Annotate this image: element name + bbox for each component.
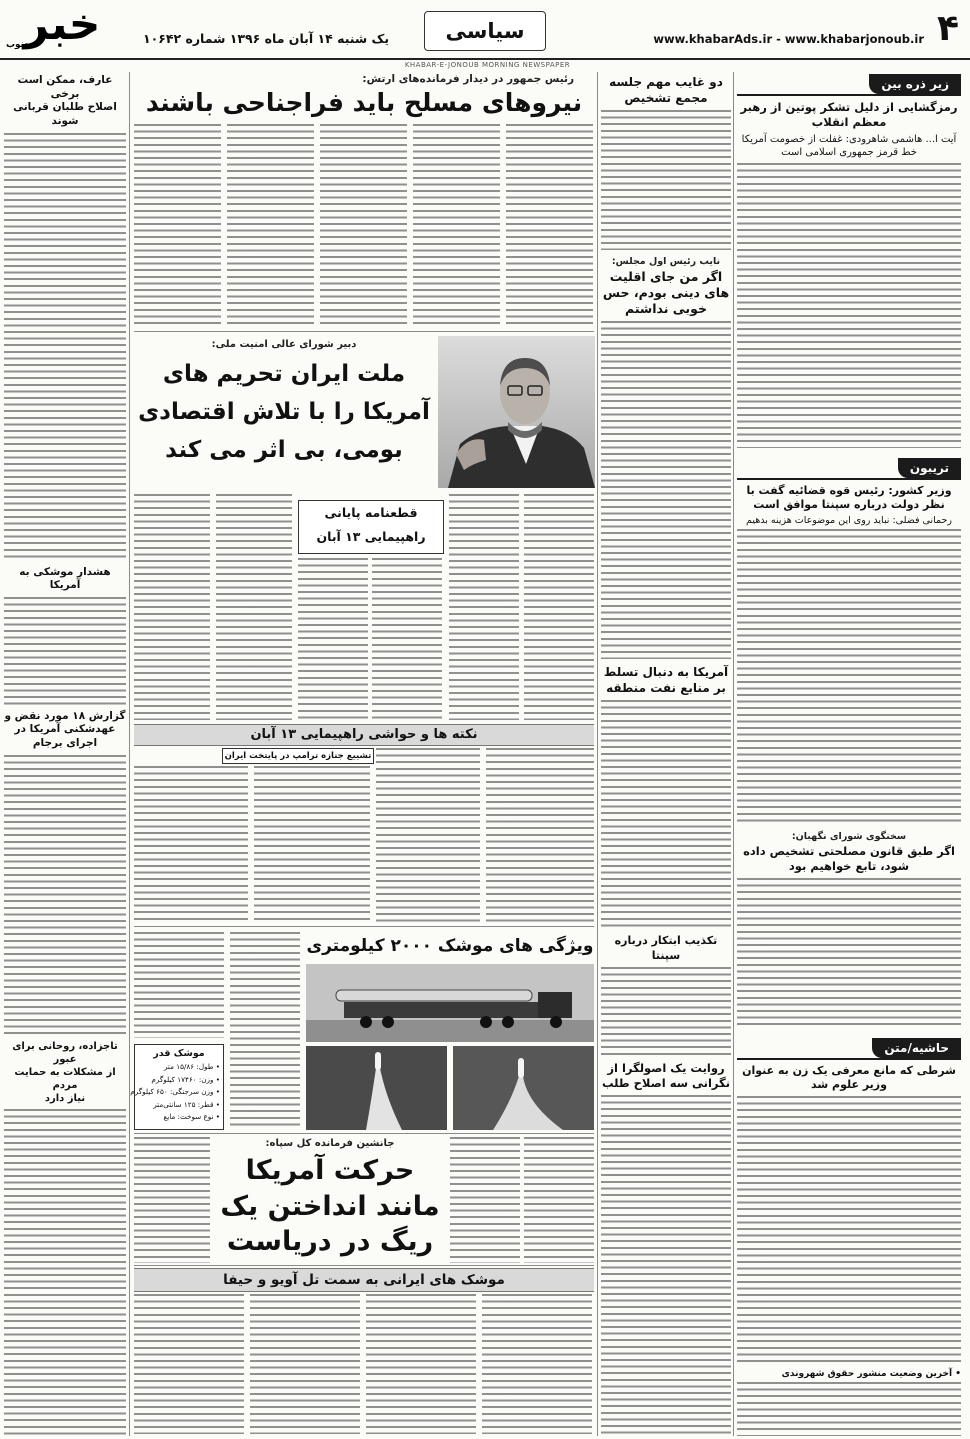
headline-pebble-in-sea: حرکت آمریکا مانند انداختن یک ریگ در دریاست — [220, 1155, 440, 1258]
article-body-text — [4, 133, 126, 561]
section-label: تریبون — [898, 458, 961, 478]
missile-spec-item: • نوع سوخت: مایع — [163, 1112, 220, 1121]
logo-subtext: جنوب — [6, 40, 31, 50]
headline-missile-warning: هشدار موشکی به آمریکا — [19, 565, 111, 592]
missile-launch-image — [453, 1046, 594, 1130]
headline-science-minister: شرطی که مانع معرفی یک زن به عنوان وزیر علوم شد — [742, 1063, 956, 1091]
column-rule — [129, 72, 130, 1436]
headline-putin: رمزگشایی از دلیل تشکر پوتین از رهبر معظم انقلاب — [740, 100, 958, 129]
missile-truck-image — [306, 964, 594, 1042]
photo-rocket — [375, 1052, 381, 1070]
article-body-text — [134, 1294, 244, 1434]
march-notes-banner: نکته ها و حواشی راهپیمایی ۱۳ آبان — [134, 724, 594, 746]
article-body-text — [366, 1294, 476, 1434]
subhead-shahroudi: آیت ا... هاشمی شاهرودی: غفلت از خصومت آمریکا خط قرمز جمهوری اسلامی است — [741, 133, 957, 159]
resolution-box-title: قطعنامه پایانی راهپیمایی ۱۳ آبان — [298, 500, 444, 554]
missile-spec-box — [130, 1044, 224, 1130]
missile-launch-photo — [306, 1046, 447, 1130]
article-body-text — [320, 124, 407, 328]
article-body-text — [737, 529, 961, 825]
article-body-text — [413, 124, 500, 328]
article-body-text — [227, 124, 314, 328]
headline-jcpoa-violations: گزارش ۱۸ مورد نقض و عهدشکنی آمریکا در اجرای برجام — [4, 709, 126, 750]
article-body-text — [376, 748, 480, 924]
missile-spec-title: موشک قدر — [153, 1048, 205, 1059]
article-body-text — [450, 1137, 520, 1263]
section-divider — [134, 1265, 594, 1266]
subhead-rahmani-fazli: رحمانی فضلی: نباید روی این موضوعات هزینه بدهیم — [746, 515, 952, 527]
article-body-text — [4, 755, 126, 1035]
column-rule — [597, 72, 598, 1436]
article-body-text — [486, 748, 594, 924]
trump-funeral-subhead: تشییع جنازه ترامپ در پایتخت ایران — [222, 748, 374, 764]
photo-wheel — [502, 1016, 514, 1028]
article-body-text — [254, 766, 370, 924]
telaviv-banner: موشک های ایرانی به سمت تل آویو و حیفا — [134, 1268, 594, 1292]
section-title: سیاسی — [424, 11, 546, 51]
article-body-text — [737, 1382, 961, 1436]
article-body-text — [601, 967, 731, 1055]
article-body-text — [737, 163, 961, 448]
article-body-text — [230, 932, 300, 1130]
column-rule — [733, 72, 734, 1436]
section-header-hashieh — [737, 1036, 961, 1060]
right-column — [737, 72, 961, 1436]
photo-rocket — [518, 1058, 524, 1078]
article-body-text — [372, 558, 442, 720]
headline-interior-minister: وزیر کشور: رئیس قوه قضائیه گفت با نظر دولت درباره سپنتا موافق است — [746, 483, 952, 512]
headline-sanctions: ملت ایران تحریم های آمریکا را با تلاش اقتصادی بومی، بی اثر می کند — [138, 361, 430, 463]
missile-launch-image — [306, 1046, 447, 1130]
article-body-text — [134, 494, 210, 720]
section-header-zir-zarebin — [737, 72, 961, 96]
kicker-irgc-deputy: جانشین فرمانده کل سپاه: — [265, 1138, 395, 1149]
headline-armed-forces: نیروهای مسلح باید فراجناحی باشند — [145, 88, 583, 117]
article-body-text — [601, 1095, 731, 1436]
headline-aref: عارف، ممکن است برخی اصلاح طلبان قربانی شوند — [13, 74, 117, 127]
article-body-text — [134, 1137, 210, 1263]
missile-spec-item: • قطر: ۱۲۵ سانتی‌متر — [153, 1099, 220, 1109]
section-divider — [134, 926, 594, 927]
article-body-text — [601, 110, 731, 250]
section-label: زیر ذره بین — [869, 74, 961, 94]
section-divider — [134, 1133, 594, 1134]
article-body-text — [216, 494, 292, 720]
article-body-text — [134, 932, 224, 1038]
logo-text: خبر — [23, 0, 101, 50]
photo-missile — [336, 990, 532, 1001]
section-divider — [134, 331, 594, 332]
article-body-text — [506, 124, 593, 328]
kicker-snsc-secretary: دبیر شورای عالی امنیت ملی: — [211, 339, 357, 350]
photo-wheel — [550, 1016, 562, 1028]
headline-sepanta-denial: تکذیب ابتکار درباره سپنتا — [614, 934, 718, 962]
issue-date: یک شنبه ۱۴ آبان ماه ۱۳۹۶ شماره ۱۰۶۴۲ — [142, 31, 390, 46]
headline-tajzadeh: تاجزاده، روحانی برای عبور از مشکلات به حمایت مردم نیاز دارد — [12, 1040, 118, 1104]
article-body-text — [134, 766, 248, 924]
headline-guardian-council: اگر طبق قانون مصلحتی تشخیص داده شود، تابع خواهیم بود — [743, 843, 955, 873]
article-body-text — [524, 1137, 594, 1263]
kicker-president: رئیس جمهور در دیدار فرمانده‌های ارتش: — [362, 73, 574, 85]
shamkhani-photo — [438, 336, 595, 488]
headline-us-oil: آمریکا به دنبال تسلط بر منابع نفت منطقه — [603, 665, 729, 695]
headline-religious-minorities: اگر من جای اقلیت های دینی بودم، حس خوبی نداشتم — [602, 268, 730, 317]
left-column — [4, 72, 126, 1436]
headline-principlist-narrative: روایت یک اصولگرا از نگرانی سه اصلاح طلب — [601, 1061, 731, 1090]
article-body-text — [4, 597, 126, 705]
article-body-text — [134, 124, 221, 328]
article-body-text — [482, 1294, 592, 1434]
missile-spec-item: • وزن سرجنگی: ۶۵۰ کیلوگرم — [130, 1087, 220, 1096]
article-body-text — [737, 1096, 961, 1366]
photo-wheel — [382, 1016, 394, 1028]
website-urls: www.khabarAds.ir - www.khabarjonoub.ir — [653, 32, 924, 46]
page-number: ۴ — [937, 8, 959, 49]
article-body-text — [4, 1109, 126, 1436]
shamkhani-photo-image — [438, 336, 595, 488]
missile-launch-photo — [453, 1046, 594, 1130]
article-body-text — [298, 558, 368, 720]
headline-expediency-council: دو غایب مهم جلسه مجمع تشخیص — [609, 75, 723, 105]
bullet-subhead: • آخرین وضعیت منشور حقوق شهروندی — [781, 1369, 961, 1380]
section-header-tribune — [737, 456, 961, 480]
section-label: حاشیه/متن — [872, 1038, 961, 1058]
article-body-text — [737, 878, 961, 1028]
photo-truck-bed — [344, 1002, 540, 1018]
article-body-text — [449, 494, 519, 720]
missile-spec-item: • طول: ۱۵/۸۶ متر — [163, 1062, 220, 1071]
newspaper-logo — [4, 0, 120, 58]
photo-truck-cab — [538, 992, 572, 1018]
missile-truck-photo — [306, 964, 594, 1042]
tagline: KHABAR-E-JONOUB MORNING NEWSPAPER — [404, 61, 571, 69]
masthead — [0, 0, 970, 58]
missile-spec-item: • وزن: ۱۷۴۶۰ کیلوگرم — [151, 1074, 220, 1084]
kicker-deputy-speaker: نایب رئیس اول مجلس: — [611, 256, 721, 268]
photo-wheel — [480, 1016, 492, 1028]
photo-wheel — [360, 1016, 372, 1028]
article-body-text — [601, 321, 731, 659]
headline-missile-features: ویژگی های موشک ۲۰۰۰ کیلومتری — [306, 936, 594, 956]
article-body-text — [250, 1294, 360, 1434]
article-body-text — [524, 494, 594, 720]
second-column — [601, 72, 731, 1436]
kicker-guardian-council: سخنگوی شورای نگهبان: — [791, 831, 907, 843]
article-body-text — [601, 700, 731, 928]
